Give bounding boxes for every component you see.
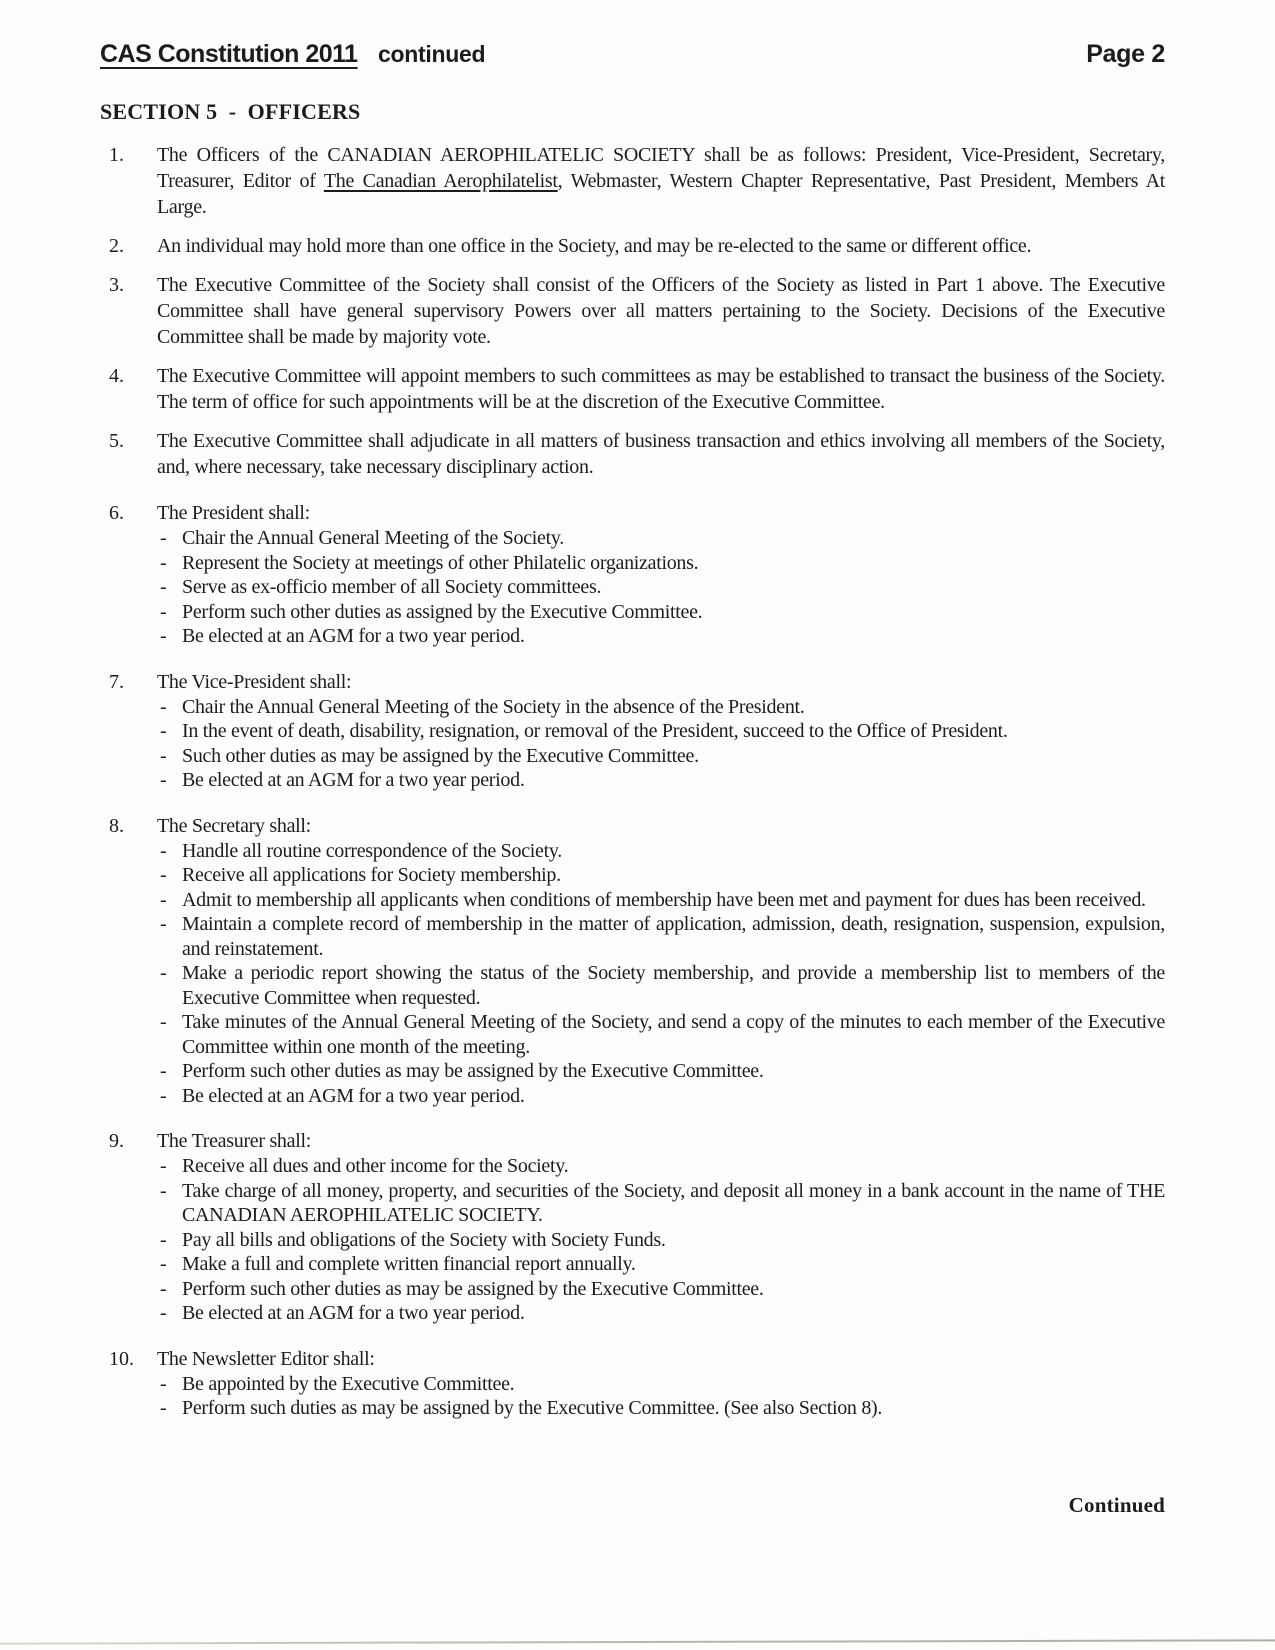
constitution-item [100, 1346, 1165, 1421]
bullet-dash: - [160, 600, 167, 623]
bullet-dash: - [160, 839, 167, 862]
item-body [157, 1128, 1165, 1326]
scan-edge-line [0, 1639, 1275, 1644]
item-number: 5. [109, 430, 124, 452]
bullet-list [157, 526, 1165, 649]
bullet-item [157, 1277, 1165, 1302]
item-number: 6. [109, 502, 124, 524]
bullet-item [157, 768, 1165, 793]
constitution-item [100, 500, 1165, 649]
item-text: The Executive Committee will appoint members to such committees as may be established to transact the business of the Society. The term of office for such appointments will be at the discretion of the Executive Committee. [157, 365, 1165, 413]
bullet-item [157, 1301, 1165, 1326]
bullet-dash: - [160, 913, 167, 935]
bullet-item [157, 1154, 1165, 1179]
bullet-text: Represent the Society at meetings of other Philatelic organizations. [182, 551, 699, 574]
item-body [157, 1346, 1165, 1421]
constitution-item [100, 428, 1165, 480]
bullet-dash: - [160, 625, 167, 647]
item-number: 2. [109, 235, 124, 257]
text-segment: The Officers of the CANADIAN AEROPHILATELIC SOCIETY shall be as follows: President, Vice-President, Secretary, Treasurer, Editor of [157, 144, 1165, 192]
item-body [157, 500, 1165, 649]
document-title-suffix: continued [378, 41, 486, 67]
constitution-item [100, 669, 1165, 793]
bullet-item [157, 575, 1165, 600]
bullet-item [157, 1372, 1165, 1397]
bullet-item [157, 863, 1165, 888]
bullet-item [157, 1059, 1165, 1084]
bullet-text: Such other duties as may be assigned by the Executive Committee. [182, 744, 699, 767]
item-number: 1. [109, 144, 124, 166]
section-heading: SECTION 5 - OFFICERS [100, 99, 361, 124]
bullet-dash: - [160, 864, 167, 886]
bullet-item [157, 624, 1165, 649]
document-title-group [100, 40, 485, 69]
bullet-list [157, 1154, 1165, 1326]
bullet-item [157, 1179, 1165, 1228]
bullet-text: Admit to membership all applicants when conditions of membership have been met and payment for dues has been received. [182, 888, 1146, 911]
item-number: 8. [109, 814, 124, 837]
bullet-text: Be appointed by the Executive Committee. [182, 1372, 515, 1395]
bullet-dash: - [160, 527, 167, 549]
constitution-item [100, 1128, 1165, 1326]
bullet-text: Perform such other duties as may be assigned by the Executive Committee. [182, 1277, 764, 1300]
bullet-dash: - [160, 962, 167, 984]
bullet-text: In the event of death, disability, resignation, or removal of the President, succeed to the Office of President. [182, 720, 1008, 742]
constitution-item [100, 363, 1165, 415]
item-number: 9. [109, 1130, 124, 1152]
bullet-text: Receive all dues and other income for the Society. [182, 1155, 569, 1177]
item-text: The Executive Committee shall adjudicate in all matters of business transaction and ethics involving all members of the Society, and, where necessary, take necessary disciplinary action. [157, 430, 1165, 478]
bullet-dash: - [160, 1060, 167, 1082]
bullet-dash: - [160, 551, 167, 574]
bullet-dash: - [160, 769, 167, 791]
bullet-dash: - [160, 888, 167, 911]
item-text: An individual may hold more than one office in the Society, and may be re-elected to the same or different office. [157, 235, 1032, 257]
bullet-item [157, 695, 1165, 720]
bullet-list [157, 1372, 1165, 1421]
item-body [157, 363, 1165, 415]
bullet-dash: - [160, 744, 167, 767]
item-text: The Newsletter Editor shall: [157, 1347, 375, 1370]
bullet-text: Be elected at an AGM for a two year period. [182, 1302, 525, 1324]
bullet-dash: - [160, 1011, 167, 1033]
page-header [100, 40, 1165, 69]
bullet-text: Perform such duties as may be assigned by the Executive Committee. (See also Section 8). [182, 1397, 883, 1419]
constitution-item [100, 813, 1165, 1109]
bullet-list [157, 839, 1165, 1109]
bullet-item [157, 719, 1165, 744]
bullet-text: Make a periodic report showing the status of the Society membership, and provide a membership list to members of the Executive Committee when requested. [182, 962, 1165, 1009]
constitution-item [100, 272, 1165, 350]
bullet-item [157, 1010, 1165, 1059]
document-title: CAS Constitution 2011 [100, 40, 358, 68]
item-text: The Secretary shall: [157, 814, 311, 837]
constitution-item [100, 233, 1165, 259]
text-segment: , Webmaster, Western Chapter Representative, Past President, Members At Large. [157, 170, 1165, 218]
item-number: 10. [109, 1347, 134, 1370]
bullet-dash: - [160, 1155, 167, 1177]
bullet-item [157, 961, 1165, 1010]
underlined-phrase: The Canadian Aerophilatelist [323, 170, 558, 192]
bullet-dash: - [160, 1302, 167, 1324]
page-number: Page 2 [1086, 40, 1165, 68]
bullet-item [157, 839, 1165, 864]
constitution-item [100, 142, 1165, 220]
bullet-dash: - [160, 695, 167, 718]
bullet-text: Be elected at an AGM for a two year period. [182, 625, 525, 647]
bullet-list [157, 695, 1165, 793]
bullet-item [157, 526, 1165, 551]
bullet-text: Perform such other duties as may be assigned by the Executive Committee. [182, 1060, 764, 1082]
bullet-dash: - [160, 1372, 167, 1395]
document-content [100, 40, 1165, 1518]
bullet-dash: - [160, 1179, 167, 1202]
bullet-item [157, 912, 1165, 961]
bullet-item [157, 888, 1165, 913]
bullet-text: Serve as ex-officio member of all Society committees. [182, 576, 602, 598]
item-number: 3. [109, 274, 124, 296]
bullet-dash: - [160, 1277, 167, 1300]
bullet-dash: - [160, 1228, 167, 1251]
bullet-item [157, 600, 1165, 625]
item-text: The Executive Committee of the Society shall consist of the Officers of the Society as listed in Part 1 above. The Executive Committee shall have general supervisory Powers over all matters pertaining to the Society. Decisions of the Executive Committee shall be made by majority vote. [157, 274, 1165, 348]
bullet-dash: - [160, 720, 167, 742]
bullet-text: Chair the Annual General Meeting of the Society in the absence of the President. [182, 695, 805, 718]
bullet-dash: - [160, 576, 167, 598]
continued-label: Continued [1068, 1492, 1165, 1517]
bullet-text: Make a full and complete written financial report annually. [182, 1253, 636, 1275]
item-text: The Vice-President shall: [157, 670, 352, 693]
item-number: 4. [109, 365, 124, 387]
item-body [157, 428, 1165, 480]
item-body [157, 142, 1165, 220]
bullet-item [157, 1252, 1165, 1277]
officers-list [100, 142, 1165, 1421]
bullet-dash: - [160, 1397, 167, 1419]
bullet-item [157, 1228, 1165, 1253]
item-number: 7. [109, 670, 124, 693]
bullet-dash: - [160, 1084, 167, 1107]
bullet-item [157, 744, 1165, 769]
bullet-item [157, 1396, 1165, 1421]
bullet-dash: - [160, 1253, 167, 1275]
bullet-item [157, 1084, 1165, 1109]
item-body [157, 669, 1165, 793]
item-text [157, 142, 1165, 220]
bullet-text: Take minutes of the Annual General Meeting of the Society, and send a copy of the minutes to each member of the Executive Committee within one month of the meeting. [182, 1011, 1165, 1058]
item-text: The Treasurer shall: [157, 1130, 311, 1152]
bullet-text: Be elected at an AGM for a two year period. [182, 769, 525, 791]
item-body [157, 813, 1165, 1109]
item-body [157, 272, 1165, 350]
item-body [157, 233, 1165, 259]
bullet-text: Receive all applications for Society membership. [182, 864, 561, 886]
bullet-item [157, 551, 1165, 576]
bullet-text: Be elected at an AGM for a two year period. [182, 1084, 525, 1107]
bullet-text: Take charge of all money, property, and securities of the Society, and deposit all money in a bank account in the name of THE CANADIAN AEROPHILATELIC SOCIETY. [182, 1179, 1165, 1226]
bullet-text: Perform such other duties as assigned by the Executive Committee. [182, 600, 703, 623]
item-text: The President shall: [157, 502, 310, 524]
bullet-text: Maintain a complete record of membership in the matter of application, admission, death, resignation, suspension, expulsion, and reinstatement. [182, 913, 1165, 960]
bullet-text: Pay all bills and obligations of the Society with Society Funds. [182, 1228, 666, 1251]
bullet-text: Handle all routine correspondence of the Society. [182, 839, 562, 862]
bullet-text: Chair the Annual General Meeting of the Society. [182, 527, 564, 549]
